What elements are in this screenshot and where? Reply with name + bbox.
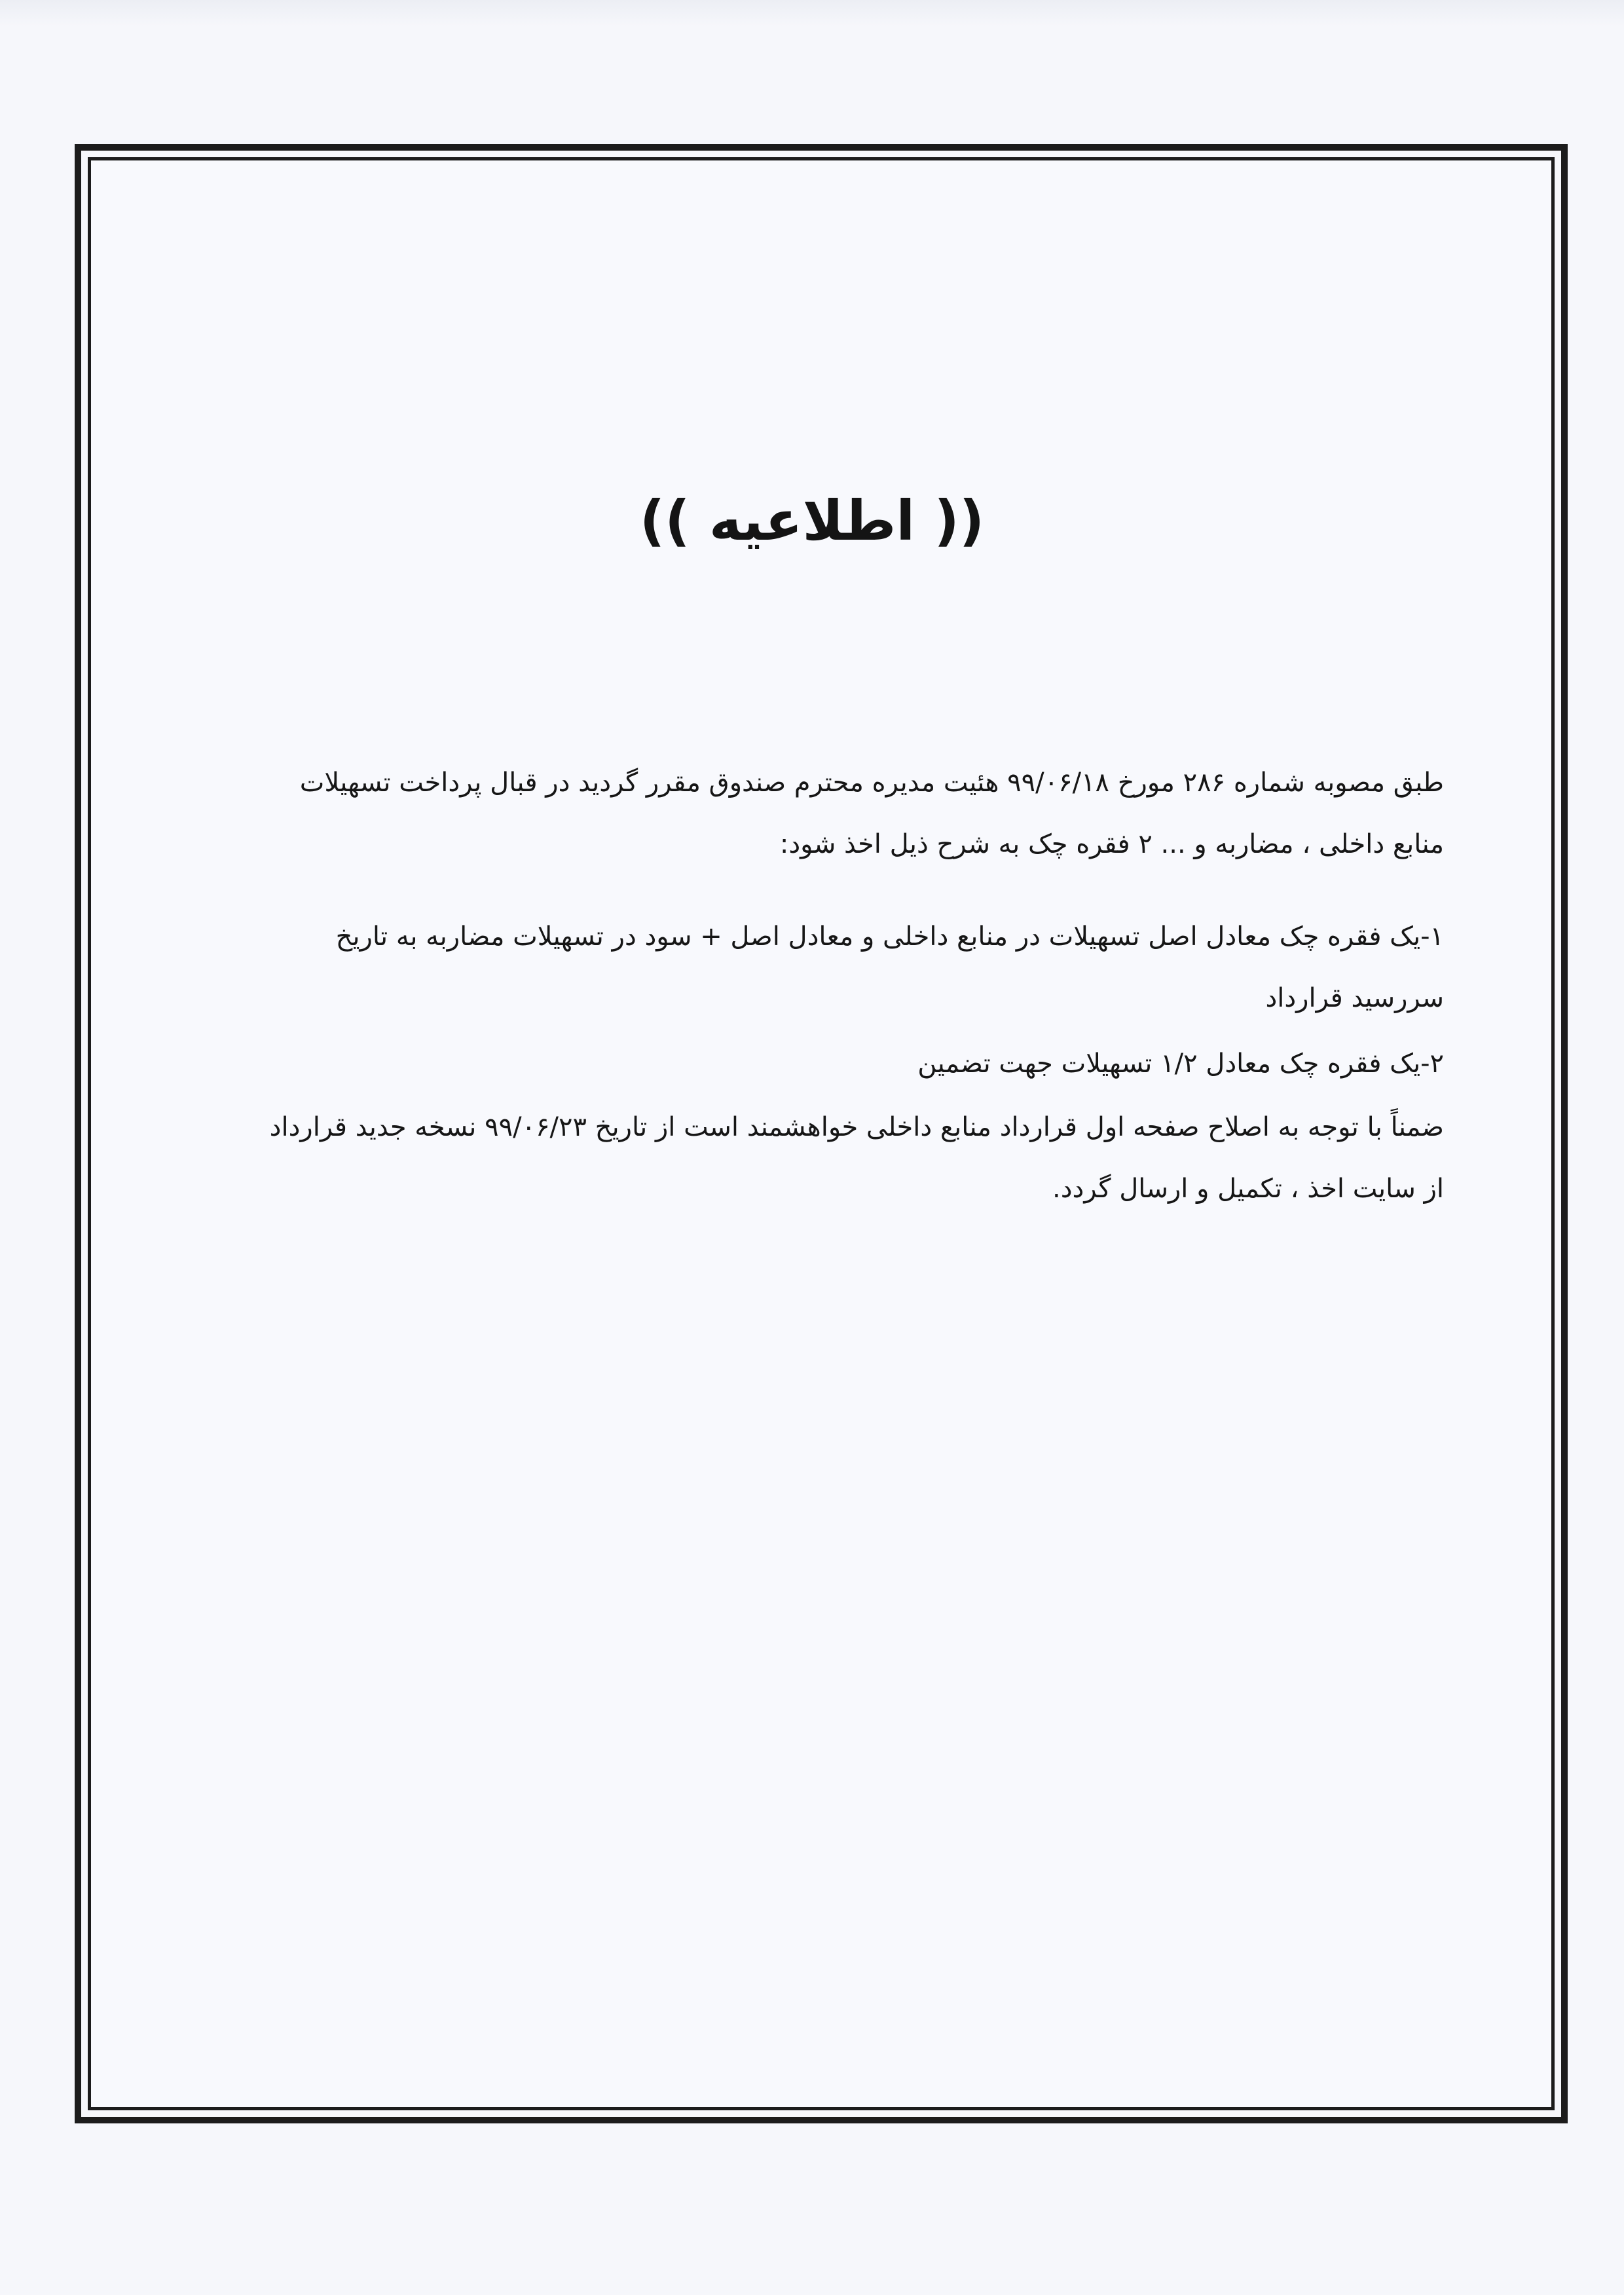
- text-line: ۲-یک فقره چک معادل ۱/۲ تسهیلات جهت تضمین: [917, 1049, 1444, 1079]
- text-line: منابع داخلی ، مضاربه و ... ۲ فقره چک به شرح ذیل اخذ شود:: [779, 829, 1444, 859]
- page-shadow: [0, 0, 1624, 26]
- list-item-1: [196, 906, 1444, 1029]
- text-line: سررسید قرارداد: [1265, 983, 1444, 1013]
- text-line: از سایت اخذ ، تکمیل و ارسال گردد.: [1052, 1174, 1444, 1204]
- text-line: ضمناً با توجه به اصلاح صفحه اول قرارداد منابع داخلی خواهشمند است از تاریخ ۹۹/۰۶/۲۳ نسخه جدید قرارداد: [269, 1112, 1444, 1142]
- list-item-2: [196, 1033, 1444, 1094]
- text-line: ۱-یک فقره چک معادل اصل تسهیلات در منابع داخلی و معادل اصل + سود در تسهیلات مضاربه به تاریخ: [335, 922, 1444, 952]
- paragraph-contract-update: [196, 1096, 1444, 1220]
- paragraph-resolution: [196, 752, 1444, 875]
- notice-title: (( اطلاعیه )): [639, 489, 985, 553]
- text-line: طبق مصوبه شماره ۲۸۶ مورخ ۹۹/۰۶/۱۸ هئیت مدیره محترم صندوق مقرر گردید در قبال پرداخت تسهیلات: [299, 768, 1444, 798]
